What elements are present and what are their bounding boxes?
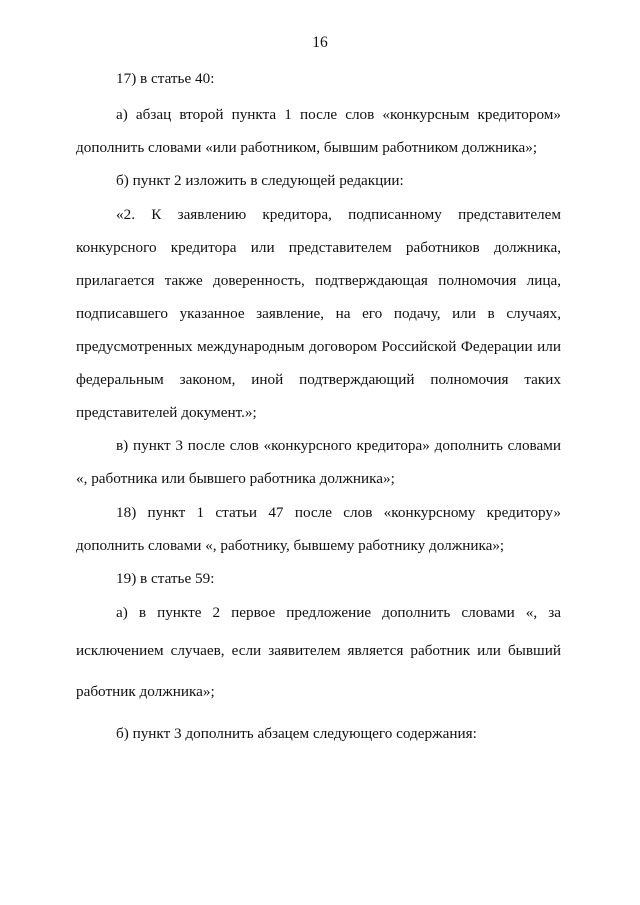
text-line: предусмотренных международным договором Российской Федерации или (76, 338, 561, 355)
text-line: а) абзац второй пункта 1 после слов «конкурсным кредитором» (116, 106, 561, 123)
text-line: «2. К заявлению кредитора, подписанному представителем (116, 206, 561, 223)
text-line: 18) пункт 1 статьи 47 после слов «конкурсному кредитору» (116, 504, 561, 521)
text-line: дополнить словами «, работнику, бывшему работнику должника»; (76, 537, 505, 554)
text-line: 17) в статье 40: (116, 70, 215, 87)
text-line: в) пункт 3 после слов «конкурсного кредитора» дополнить словами (116, 437, 561, 454)
text-line: дополнить словами «или работником, бывшим работником должника»; (76, 139, 538, 156)
text-line: исключением случаев, если заявителем является работник или бывший (76, 642, 561, 659)
text-line: представителей документ.»; (76, 404, 257, 421)
text-line: а) в пункте 2 первое предложение дополнить словами «, за (116, 604, 561, 621)
text-line: 19) в статье 59: (116, 570, 215, 587)
text-line: б) пункт 3 дополнить абзацем следующего содержания: (116, 725, 477, 742)
text-line: прилагается также доверенность, подтверждающая полномочия лица, (76, 272, 561, 289)
text-line: конкурсного кредитора или представителем работников должника, (76, 239, 561, 256)
text-line: «, работника или бывшего работника должника»; (76, 470, 395, 487)
text-line: подписавшего указанное заявление, на его подачу, или в случаях, (76, 305, 561, 322)
text-line: б) пункт 2 изложить в следующей редакции: (116, 172, 404, 189)
text-line: федеральным законом, иной подтверждающий полномочия таких (76, 371, 561, 388)
text-line: работник должника»; (76, 683, 215, 700)
page-number: 16 (312, 34, 328, 51)
